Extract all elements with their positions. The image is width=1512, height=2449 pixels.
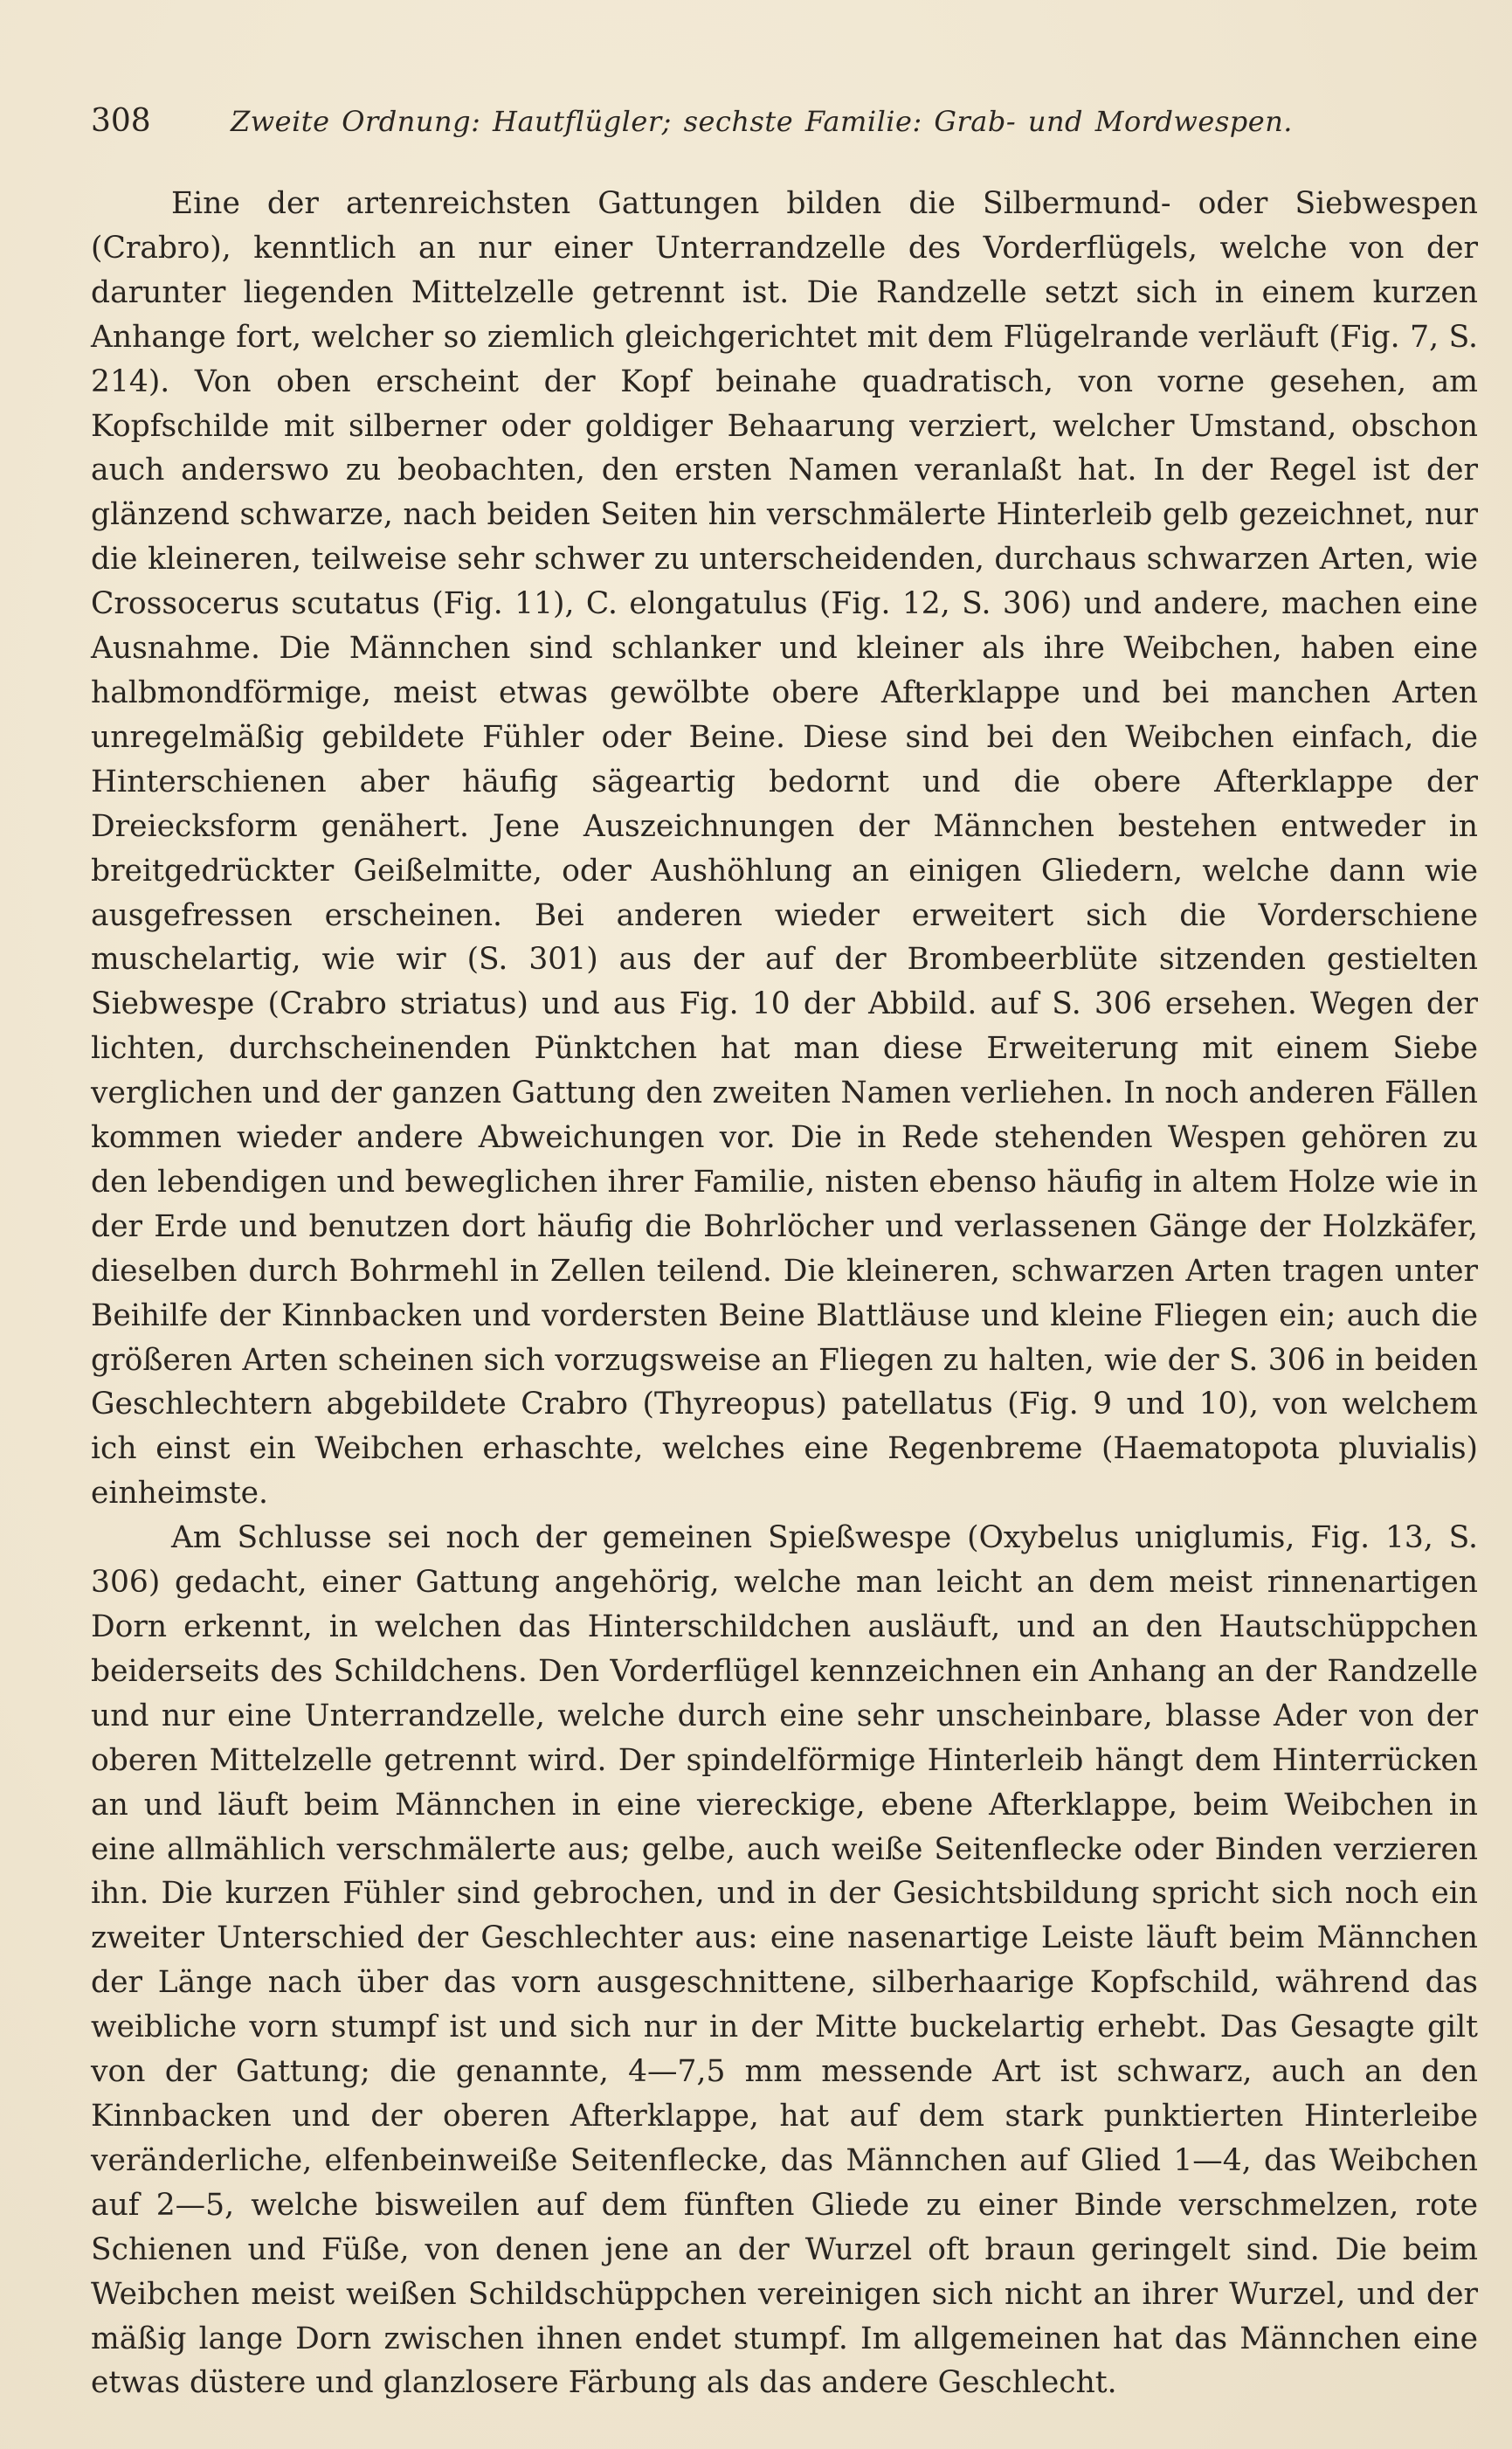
paragraph-crabro: Eine der artenreichsten Gattungen bilden die Silbermund- oder Siebwespen (Crabro), kenntlich an nur einer Unterrandzelle des Vorderflügels, welche von der darunter liegenden Mittelzelle getrennt ist. Die Randzelle setzt sich in einem kurzen Anhange fort, welcher so ziemlich gleichgerichtet mit dem Flügelrande verläuft (Fig. 7, S. 214). Von oben erscheint der Kopf beinahe quadratisch, von vorne gesehen, am Kopfschilde mit silberner oder goldiger Behaarung verziert, welcher Umstand, obschon auch anderswo zu beobachten, den ersten Namen veranlaßt hat. In der Regel ist der glänzend schwarze, nach beiden Seiten hin verschmälerte Hinterleib gelb gezeichnet, nur die kleineren, teilweise sehr schwer zu unterscheidenden, durchaus schwarzen Arten, wie Crossocerus scutatus (Fig. 11), C. elongatulus (Fig. 12, S. 306) und andere, machen eine Ausnahme. Die Männchen sind schlanker und kleiner als ihre Weibchen, haben eine halbmondförmige, meist etwas gewölbte obere Afterklappe und bei manchen Arten unregelmäßig gebildete Fühler oder Beine. Diese sind bei den Weibchen einfach, die Hinterschienen aber häufig sägeartig bedornt und die obere Afterklappe der Dreiecksform genähert. Jene Auszeichnungen der Männchen bestehen entweder in breitgedrückter Geißelmitte, oder Aushöhlung an einigen Gliedern, welche dann wie ausgefressen erscheinen. Bei anderen wieder erweitert sich die Vorderschiene muschelartig, wie wir (S. 301) aus der auf der Brombeerblüte sitzenden gestielten Siebwespe (Crabro striatus) und aus Fig. 10 der Abbild. auf S. 306 ersehen. Wegen der lichten, durchscheinenden Pünktchen hat man diese Erweiterung mit einem Siebe verglichen und der ganzen Gattung den zweiten Namen verliehen. In noch anderen Fällen kommen wieder andere Abweichungen vor. Die in Rede stehenden Wespen gehören zu den lebendigen und beweglichen ihrer Familie, nisten ebenso häufig in altem Holze wie in der Erde und benutzen dort häufig die Bohrlöcher und verlassenen Gänge der Holzkäfer, dieselben durch Bohrmehl in Zellen teilend. Die kleineren, schwarzen Arten tragen unter Beihilfe der Kinnbacken und vordersten Beine Blattläuse und kleine Fliegen ein; auch die größeren Arten scheinen sich vorzugsweise an Fliegen zu halten, wie der S. 306 in beiden Geschlechtern abgebildete Crabro (Thyreopus) patellatus (Fig. 9 und 10), von welchem ich einst ein Weibchen erhaschte, welches eine Regenbreme (Haematopota pluvialis) einheimste. — [91, 186, 1478, 1512]
body-text — [91, 182, 1478, 2405]
page-number: 308 — [91, 103, 151, 139]
book-page — [91, 103, 1478, 2405]
paragraph-oxybelus: Am Schlusse sei noch der gemeinen Spießwespe (Oxybelus uniglumis, Fig. 13, S. 306) gedacht, einer Gattung angehörig, welche man leicht an dem meist rinnenartigen Dorn erkennt, in welchen das Hinterschildchen ausläuft, und an den Hautschüppchen beiderseits des Schildchens. Den Vorderflügel kennzeichnen ein Anhang an der Randzelle und nur eine Unterrandzelle, welche durch eine sehr unscheinbare, blasse Ader von der oberen Mittelzelle getrennt wird. Der spindelförmige Hinterleib hängt dem Hinterrücken an und läuft beim Männchen in eine viereckige, ebene Afterklappe, beim Weibchen in eine allmählich verschmälerte aus; gelbe, auch weiße Seitenflecke oder Binden verzieren ihn. Die kurzen Fühler sind gebrochen, und in der Gesichtsbildung spricht sich noch ein zweiter Unterschied der Geschlechter aus: eine nasenartige Leiste läuft beim Männchen der Länge nach über das vorn ausgeschnittene, silberhaarige Kopfschild, während das weibliche vorn stumpf ist und sich nur in der Mitte buckelartig erhebt. Das Gesagte gilt von der Gattung; die genannte, 4—7,5 mm messende Art ist schwarz, auch an den Kinnbacken und der oberen Afterklappe, hat auf dem stark punktierten Hinterleibe veränderliche, elfenbeinweiße Seitenflecke, das Männchen auf Glied 1—4, das Weibchen auf 2—5, welche bisweilen auf dem fünften Gliede zu einer Binde verschmelzen, rote Schienen und Füße, von denen jene an der Wurzel oft braun geringelt sind. Die beim Weibchen meist weißen Schildschüppchen vereinigen sich nicht an ihrer Wurzel, und der mäßig lange Dorn zwischen ihnen endet stumpf. Im allgemeinen hat das Männchen eine etwas düstere und glanzlosere Färbung als das andere Geschlecht. — [91, 1520, 1478, 2401]
running-title: Zweite Ordnung: Hautflügler; sechste Familie: Grab- und Mordwespen. — [231, 105, 1293, 138]
running-header — [91, 103, 1478, 156]
